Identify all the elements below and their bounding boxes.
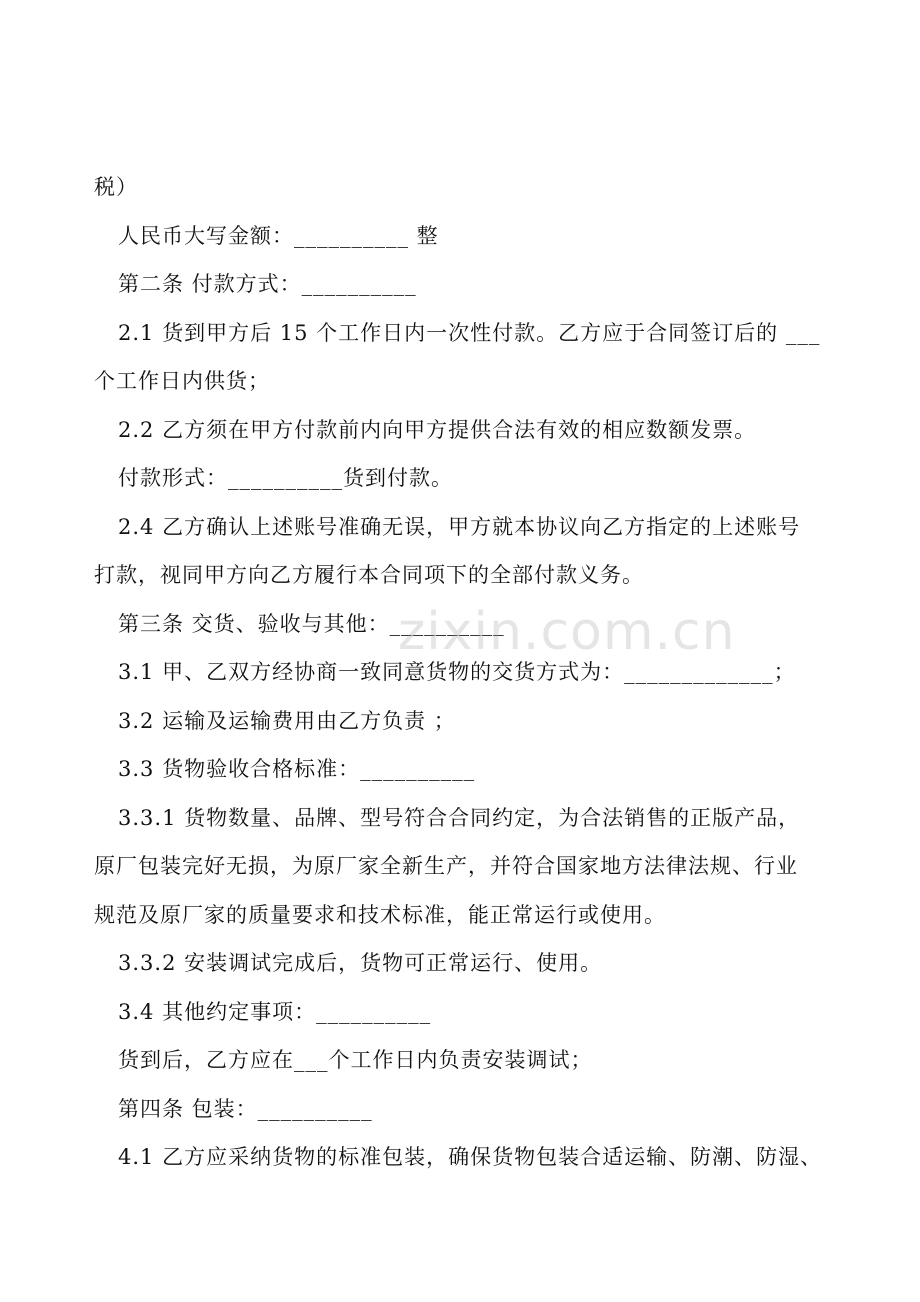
text-line: 第三条 交货、验收与其他：__________ <box>118 612 505 636</box>
text-line: 人民币大写金额：__________ 整 <box>118 224 439 248</box>
text-line: 3.1 甲、乙双方经协商一致同意货物的交货方式为：_____________； <box>118 660 796 684</box>
text-line: 税） <box>94 175 138 199</box>
watermark: zixin.com.cn <box>398 602 736 662</box>
text-line: 4.1 乙方应采纳货物的标准包装，确保货物包装合适运输、防潮、防湿、 <box>118 1145 823 1169</box>
text-line: 3.3.2 安装调试完成后，货物可正常运行、使用。 <box>118 951 603 975</box>
text-line: 第四条 包装：__________ <box>118 1097 373 1121</box>
text-line: 2.4 乙方确认上述账号准确无误，甲方就本协议向乙方指定的上述账号 <box>118 515 801 539</box>
text-line: 3.3.1 货物数量、品牌、型号符合合同约定，为合法销售的正版产品， <box>118 806 801 830</box>
text-line: 个工作日内供货； <box>94 369 270 393</box>
text-line: 规范及原厂家的质量要求和技术标准，能正常运行或使用。 <box>94 903 666 927</box>
text-line: 原厂包装完好无损，为原厂家全新生产，并符合国家地方法律法规、行业 <box>94 854 798 878</box>
text-line: 打款，视同甲方向乙方履行本合同项下的全部付款义务。 <box>94 563 644 587</box>
text-line: 3.4 其他约定事项：__________ <box>118 1000 432 1024</box>
text-line: 3.3 货物验收合格标准：__________ <box>118 757 476 781</box>
text-line: 2.1 货到甲方后 15 个工作日内一次性付款。乙方应于合同签订后的 ___ <box>118 321 821 345</box>
text-line: 3.2 运输及运输费用由乙方负责 ； <box>118 709 456 733</box>
text-line: 付款形式：__________货到付款。 <box>118 466 453 490</box>
text-line: 货到后，乙方应在___个工作日内负责安装调试； <box>118 1048 593 1072</box>
text-line: 2.2 乙方须在甲方付款前内向甲方提供合法有效的相应数额发票。 <box>118 418 757 442</box>
text-line: 第二条 付款方式：__________ <box>118 272 417 296</box>
